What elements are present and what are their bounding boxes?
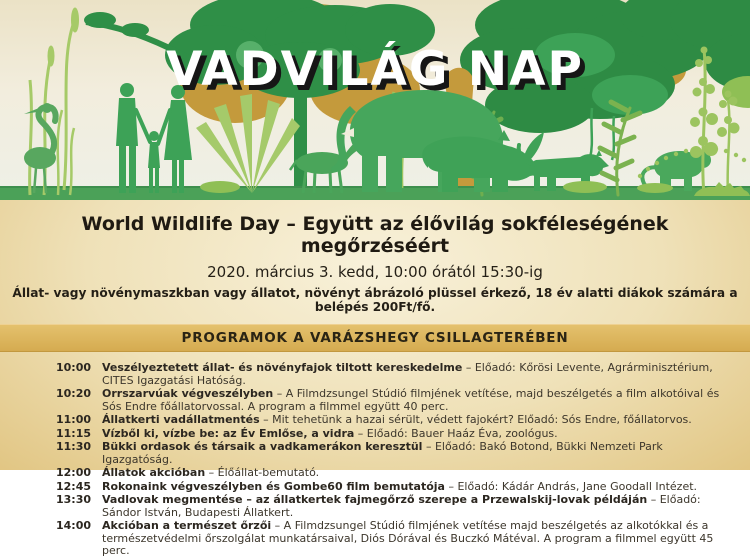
schedule-list [0,352,750,558]
schedule-entry [102,520,726,558]
schedule-entry-details: – Előadó: Bauer Haáz Éva, zoológus. [357,426,558,440]
schedule-time: 11:15 [56,426,92,440]
event-date: 2020. március 3. kedd, 10:00 órától 15:30-ig [207,263,543,281]
schedule-time: 10:20 [56,387,92,400]
schedule-entry [102,481,726,494]
schedule-entry-details: – Előadó: Kőrösi Levente, Agrárminisztérium, CITES Igazgatási Hatóság. [102,361,713,387]
schedule-entry-details: – A Filmdzsungel Stúdió filmjének vetítése majd beszélgetés az alkotókkal és a természetvédelmi őrszolgálat munkatársaival, Diós Dórával és Buczkó Mátéval. A program a filmmel együtt 45 perc. [102,519,714,557]
schedule-time: 12:00 [56,466,92,479]
schedule-time: 12:45 [56,479,92,493]
family-icon [116,83,192,193]
schedule-entry [102,388,726,413]
schedule-entry-title: Állatok akcióban [102,466,206,479]
schedule-row [56,520,726,558]
schedule-entry-title: Vadlovak megmentése – az állatkertek fajmegőrző szerepe a Przewalskij-lovak példáján [102,493,648,506]
schedule-entry-title: Rokonaink végveszélyben és Gombe60 film bemutatója [102,479,445,493]
poster-title: VADVILÁG NAP [166,42,584,97]
schedule-entry-details: – Mit tehetünk a hazai sérült, védett fajokért? Előadó: Sós Endre, főállatorvos. [263,413,692,426]
schedule-time: 14:00 [56,519,92,532]
nature-scene-graphic [0,0,750,200]
schedule-time: 10:00 [56,361,92,374]
schedule-row [56,388,726,413]
schedule-entry-title: Akcióban a természet őrzői [102,519,272,532]
schedule-row [56,481,726,494]
section-heading-band [0,324,750,352]
schedule-row [56,494,726,519]
schedule-entry-title: Veszélyeztetett állat- és növényfajok tiltott kereskedelme [102,361,463,374]
schedule-entry-title: Orrszarvúak végveszélyben [102,387,274,400]
schedule-entry [102,428,726,441]
schedule-entry-title: Bükki ordasok és társaik a vadkamerákon keresztül [102,440,423,453]
schedule-row [56,362,726,387]
header-illustration [0,0,750,200]
schedule-entry-details: – Előadó: Kádár András, Jane Goodall Intézet. [448,479,698,493]
schedule-entry-details: – Előadó: Bakó Botond, Bükki Nemzeti Park Igazgatóság. [102,440,663,466]
section-heading: PROGRAMOK A VARÁZSHEGY CSILLAGTERÉBEN [181,330,569,346]
schedule-row [56,414,726,427]
schedule-row [56,467,726,480]
schedule-time: 13:30 [56,493,92,506]
schedule-row [56,428,726,441]
schedule-entry [102,362,726,387]
admission-info: Állat- vagy növénymaszkban vagy állatot, növényt ábrázoló plüssel érkező, 18 év alatti diákok számára a belépés 200Ft/fő. [12,286,738,314]
schedule-entry [102,467,726,480]
info-panel [0,200,750,557]
schedule-entry [102,494,726,519]
schedule-entry-title: Vízből ki, vízbe be: az Év Emlőse, a vidra [102,426,355,440]
schedule-row [56,441,726,466]
schedule-time: 11:30 [56,440,92,453]
event-subtitle: World Wildlife Day – Együtt az élővilág sokféleségének megőrzéséért [81,213,669,257]
schedule-entry [102,414,726,427]
schedule-entry-details: – A Filmdzsungel Stúdió filmjének vetítése, majd beszélgetés a film alkotóival és Sós Endre főállatorvossal. A program a filmmel együtt 40 perc. [102,387,720,413]
schedule-entry-details: – Élőállat-bemutató. [208,466,320,479]
schedule-entry-title: Állatkerti vadállatmentés [102,413,260,426]
schedule-entry [102,441,726,466]
schedule-time: 11:00 [56,413,92,426]
schedule-entry-details: – Előadó: Sándor István, Budapesti Állatkert. [102,493,701,519]
